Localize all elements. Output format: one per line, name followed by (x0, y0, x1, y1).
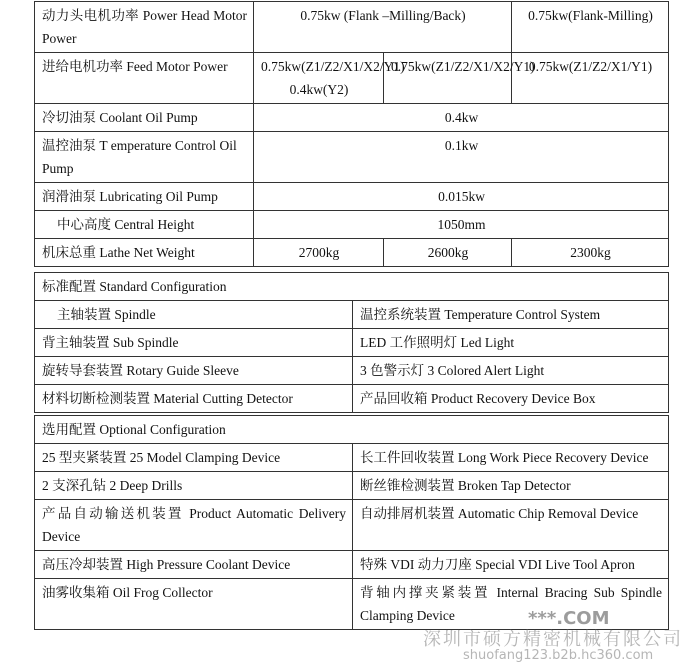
watermark-company: 深圳市硕方精密机械有限公司 (423, 629, 683, 650)
spec-label: 温控油泵 T emperature Control Oil Pump (35, 132, 254, 183)
spec-label: 进给电机功率 Feed Motor Power (35, 53, 254, 104)
config-item: LED 工作照明灯 Led Light (353, 329, 669, 357)
spec-value: 2600kg (384, 239, 512, 267)
spec-row-power-head (35, 2, 669, 53)
config-item: 材料切断检测装置 Material Cutting Detector (35, 385, 353, 413)
spec-label: 中心高度 Central Height (35, 211, 254, 239)
table-row (35, 500, 669, 551)
section-title: 选用配置 Optional Configuration (35, 416, 669, 444)
config-item: 背主轴装置 Sub Spindle (35, 329, 353, 357)
config-item: 2 支深孔钻 2 Deep Drills (35, 472, 353, 500)
config-item: 断丝锥检测装置 Broken Tap Detector (353, 472, 669, 500)
config-item: 产品回收箱 Product Recovery Device Box (353, 385, 669, 413)
spec-value: 0.4kw (254, 104, 669, 132)
table-row (35, 301, 669, 329)
spec-value: 0.75kw(Z1/Z2/X1/X2/Y1) (384, 53, 512, 104)
config-item: 特殊 VDI 动力刀座 Special VDI Live Tool Apron (353, 551, 669, 579)
config-item: 产品自动输送机装置 Product Automatic Delivery Device (35, 500, 353, 551)
spec-row-net-weight (35, 239, 669, 267)
config-item: 油雾收集箱 Oil Frog Collector (35, 579, 353, 630)
spec-value (254, 53, 405, 104)
config-item: 长工件回收装置 Long Work Piece Recovery Device (353, 444, 669, 472)
table-row (35, 579, 669, 630)
spec-value: 0.1kw (254, 132, 669, 183)
spec-value-line: 0.75kw(Z1/Z2/X1/X2/Y1) (261, 59, 405, 74)
spec-row-central-height (35, 211, 669, 239)
section-title: 标准配置 Standard Configuration (35, 273, 669, 301)
spec-label: 润滑油泵 Lubricating Oil Pump (35, 183, 254, 211)
spec-label: 动力头电机功率 Power Head Motor Power (35, 2, 254, 53)
spec-value: 1050mm (254, 211, 669, 239)
table-row (35, 357, 669, 385)
spec-table (34, 1, 669, 267)
table-row (35, 472, 669, 500)
spec-value-line: 0.4kw(Y2) (289, 82, 349, 97)
table-row (35, 329, 669, 357)
optional-config-table (34, 415, 669, 630)
spec-value: 0.75kw(Flank-Milling) (512, 2, 669, 53)
config-item: 旋转导套装置 Rotary Guide Sleeve (35, 357, 353, 385)
spec-label: 机床总重 Lathe Net Weight (35, 239, 254, 267)
config-item: 温控系统装置 Temperature Control System (353, 301, 669, 329)
watermark-site: shuofang123.b2b.hc360.com (463, 648, 654, 663)
spec-row-feed-motor (35, 53, 669, 104)
config-item: 主轴装置 Spindle (35, 301, 353, 329)
spec-label: 冷切油泵 Coolant Oil Pump (35, 104, 254, 132)
spec-value: 0.75kw (Flank –Milling/Back) (254, 2, 512, 53)
config-item: 背轴内撑夹紧装置 Internal Bracing Sub Spindle Clamping Device (353, 579, 669, 630)
table-row (35, 385, 669, 413)
standard-config-table (34, 272, 669, 413)
optional-config-header (35, 416, 669, 444)
watermark-stars: ***.COM (528, 608, 610, 629)
table-row (35, 444, 669, 472)
config-item: 3 色警示灯 3 Colored Alert Light (353, 357, 669, 385)
table-row (35, 551, 669, 579)
spec-value: 2300kg (512, 239, 669, 267)
spec-row-temperature (35, 132, 669, 183)
spec-value: 0.75kw(Z1/Z2/X1/Y1) (512, 53, 669, 104)
spec-row-coolant (35, 104, 669, 132)
config-item: 25 型夹紧装置 25 Model Clamping Device (35, 444, 353, 472)
spec-value: 2700kg (254, 239, 384, 267)
spec-value: 0.015kw (254, 183, 669, 211)
spec-row-lubricating (35, 183, 669, 211)
config-item: 自动排屑机装置 Automatic Chip Removal Device (353, 500, 669, 551)
standard-config-header (35, 273, 669, 301)
config-item: 高压冷却装置 High Pressure Coolant Device (35, 551, 353, 579)
